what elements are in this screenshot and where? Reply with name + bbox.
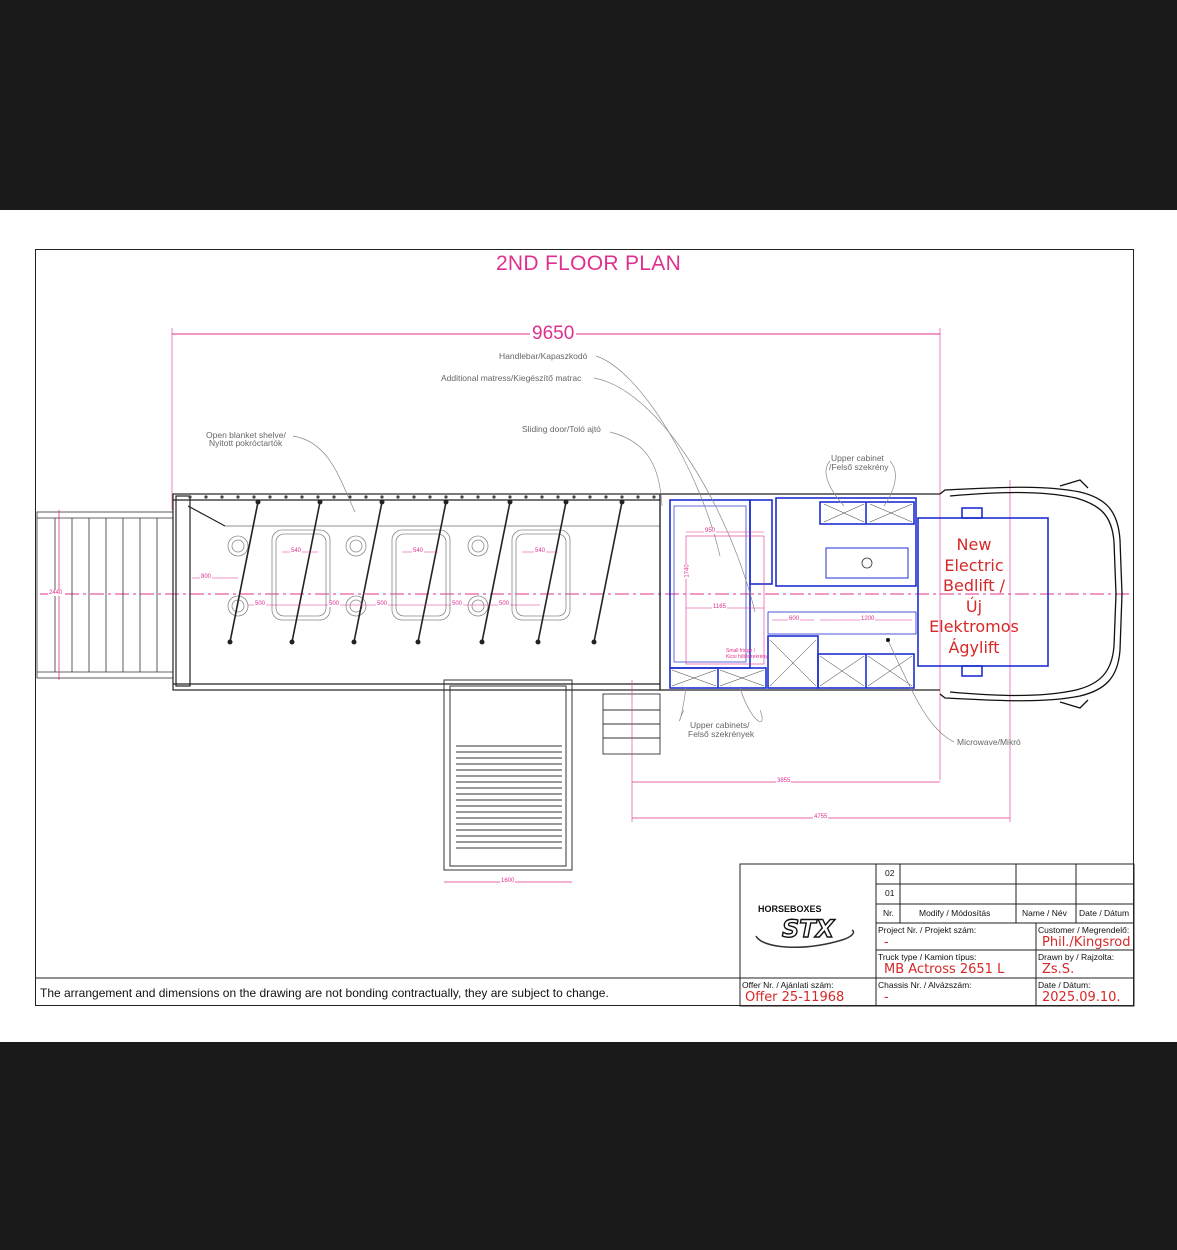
dim-540-c: 540 [535, 548, 546, 554]
entry-steps [603, 694, 660, 754]
rev-01: 01 [885, 888, 895, 898]
drawn-label: Drawn by / Rajzolta: [1038, 952, 1115, 962]
dim-800: 800 [201, 574, 212, 580]
microwave-annotation: Microwave/Mikró [957, 737, 1021, 747]
offer-value: Offer 25-11968 [745, 990, 845, 1005]
disclaimer-note: The arrangement and dimensions on the drawing are not bonding contractually, they are subject to change. [40, 986, 609, 1000]
svg-text:HORSEBOXES: HORSEBOXES [758, 904, 822, 914]
dim-540-a: 540 [291, 548, 302, 554]
chassis-label: Chassis Nr. / Alvázszám: [878, 980, 972, 990]
col-nr: Nr. [883, 908, 894, 918]
dim-950: 950 [705, 528, 716, 534]
customer-label: Customer / Megrendelő: [1038, 925, 1130, 935]
handlebar-annotation: Handlebar/Kapaszkodó [499, 351, 588, 361]
dim-1200: 1200 [861, 616, 875, 622]
dim-1165: 1165 [713, 604, 726, 610]
side-ramp [444, 680, 572, 870]
dim-500-b: 500 [329, 601, 340, 607]
project-label: Project Nr. / Projekt szám: [878, 925, 977, 935]
dim-500-d: 500 [452, 601, 463, 607]
blanket-shelve-annotation: Open blanket shelve/ [206, 430, 286, 440]
upper-cabinet-annotation: Upper cabinet [831, 453, 884, 463]
small-fridge-annotation-hu: Kicsi hűtőszekrény [726, 654, 768, 660]
dim-1740: 1740 [684, 564, 691, 578]
plan-title: 2ND FLOOR PLAN [495, 252, 682, 275]
upper-cabinets-annotation-hu: Felső szekrények [688, 729, 755, 739]
dim-4755: 4755 [814, 814, 828, 820]
rail-rivets [188, 495, 655, 498]
drawn-value: Zs.S. [1042, 962, 1075, 977]
truck-label: Truck type / Kamion típus: [878, 952, 977, 962]
col-date: Date / Dátum [1079, 908, 1130, 918]
dim-1600: 1600 [501, 878, 515, 884]
truck-value: MB Actross 2651 L [884, 962, 1005, 977]
project-value: - [884, 935, 889, 950]
date-value: 2025.09.10. [1042, 990, 1121, 1005]
dim-540-b: 540 [413, 548, 424, 554]
drawing-sheet [0, 210, 1177, 1042]
overall-length-label: 9650 [532, 323, 575, 344]
small-fridge-annotation: Small fridge / [726, 648, 756, 654]
dim-500-a: 500 [255, 601, 266, 607]
dim-500-e: 500 [499, 601, 510, 607]
col-modify: Modify / Módosítás [919, 908, 991, 918]
stall-dividers [230, 502, 622, 642]
dim-3855: 3855 [777, 778, 791, 784]
col-name: Name / Név [1022, 908, 1067, 918]
dim-2440: 2440 [49, 590, 63, 596]
horseboxes-stx-logo [752, 902, 864, 954]
bedlift-label: New Electric Bedlift / Új Elektromos Ágylift [929, 535, 1019, 657]
upper-cabinets-annotation: Upper cabinets/ [690, 720, 750, 730]
matress-annotation: Additional matress/Kiegészítő matrac [441, 373, 582, 383]
chassis-value: - [884, 990, 889, 1005]
date-label: Date / Dátum: [1038, 980, 1091, 990]
dim-600: 600 [789, 616, 800, 622]
rev-02: 02 [885, 868, 895, 878]
upper-cabinet-annotation-hu: /Felső szekrény [829, 462, 889, 472]
dim-500-c: 500 [377, 601, 388, 607]
sliding-door-annotation: Sliding door/Toló ajtó [522, 424, 601, 434]
stall-fixtures [228, 530, 570, 620]
offer-label: Offer Nr. / Ajánlati szám: [742, 980, 834, 990]
customer-value: Phil./Kingsrod [1042, 935, 1131, 950]
blanket-shelve-annotation-hu: Nyitott pokróctartók [209, 438, 283, 448]
svg-text:STX: STX [782, 915, 835, 943]
